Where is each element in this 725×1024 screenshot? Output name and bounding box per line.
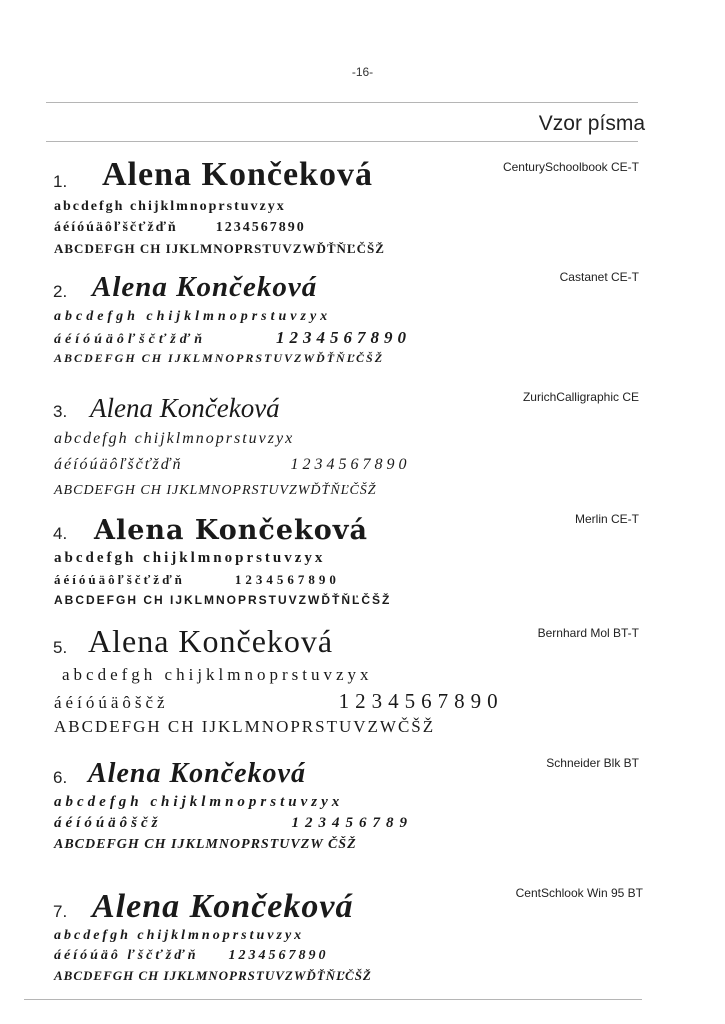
lowercase-line: abcdefgh chijklmnoprstuvzyx bbox=[54, 430, 295, 447]
sample-index: 7. bbox=[53, 902, 68, 921]
font-sample-5 bbox=[0, 622, 725, 740]
uppercase-line: ABCDEFGH CH IJKLMNOPRSTUVZWĎŤŇĽČŠŽ bbox=[54, 593, 392, 607]
digits: 1234567890 bbox=[234, 572, 340, 587]
font-name: CentSchlook Win 95 BT bbox=[515, 886, 643, 900]
accents: áéíóúäôľščťžďň bbox=[54, 456, 183, 473]
uppercase-line: ABCDEFGH CH IJKLMNOPRSTUVZWĎŤŇĽČŠŽ bbox=[54, 241, 385, 256]
sample-index: 2. bbox=[53, 282, 68, 301]
sample-title: Alena Končeková bbox=[102, 156, 373, 193]
accents-digits-line bbox=[54, 688, 725, 714]
sample-title: Alena Končeková bbox=[94, 515, 368, 546]
accents: áéíóúäôščž bbox=[54, 693, 169, 712]
uppercase-line: ABCDEFGH CH IJKLMNOPRSTUVZW ČŠŽ bbox=[54, 837, 357, 852]
sample-title: Alena Končeková bbox=[88, 623, 334, 659]
accents: áéíóúäôľščťžďň bbox=[54, 332, 206, 347]
lowercase-line: abcdefgh chijklmnoprstuvzyx bbox=[54, 199, 286, 214]
sample-index: 6. bbox=[53, 768, 68, 787]
font-sample-6 bbox=[0, 752, 725, 855]
accents: áéíóúäôščž bbox=[54, 815, 162, 831]
digits: 123456789 bbox=[291, 815, 413, 831]
sample-title: Alena Končeková bbox=[90, 393, 280, 423]
font-sample-7 bbox=[0, 876, 725, 986]
sample-index: 4. bbox=[53, 524, 68, 543]
font-name: Castanet CE-T bbox=[559, 270, 639, 284]
font-sample-4 bbox=[0, 508, 725, 611]
lowercase-line: abcdefgh chijklmnoprstuvzyx bbox=[54, 550, 326, 566]
font-name: Schneider Blk BT bbox=[546, 756, 639, 770]
digits: 1234567890 bbox=[276, 328, 411, 347]
accents: áéíóúäôľščťžďň bbox=[54, 220, 178, 235]
font-name: Bernhard Mol BT-T bbox=[537, 626, 639, 640]
lowercase-line: abcdefgh chijklmnoprstuvzyx bbox=[62, 665, 373, 684]
digits: 1234567890 bbox=[228, 948, 329, 963]
page-number: -16- bbox=[351, 65, 374, 79]
top-divider bbox=[46, 102, 638, 103]
digits: 1234567890 bbox=[338, 689, 504, 713]
accents-digits-line bbox=[54, 569, 725, 590]
sample-index: 5. bbox=[53, 638, 68, 657]
uppercase-line: ABCDEFGH CH IJKLMNOPRSTUVZWĎŤŇĽČŠŽ bbox=[54, 351, 385, 365]
sample-title: Alena Končeková bbox=[92, 888, 354, 925]
accents-digits-line bbox=[54, 946, 725, 966]
digits: 1234567890 bbox=[290, 456, 411, 473]
font-name: Merlin CE-T bbox=[574, 512, 639, 526]
bottom-divider bbox=[24, 999, 642, 1000]
digits: 1234567890 bbox=[215, 220, 306, 235]
font-name: CenturySchoolbook CE-T bbox=[502, 160, 639, 174]
accents-digits-line bbox=[54, 217, 725, 238]
accents: áéíóúäô ľščťžďň bbox=[54, 948, 199, 963]
font-name: ZurichCalligraphic CE bbox=[522, 390, 639, 404]
uppercase-line: ABCDEFGH CH IJKLMNOPRSTUVZWĎŤŇĽČŠŽ bbox=[54, 483, 377, 498]
font-sample-3 bbox=[0, 386, 725, 504]
sample-index: 1. bbox=[53, 172, 68, 191]
sample-title: Alena Končeková bbox=[92, 271, 318, 303]
sample-title: Alena Končeková bbox=[88, 758, 306, 789]
uppercase-line: ABCDEFGH CH IJKLMNOPRSTUVZWĎŤŇĽČŠŽ bbox=[54, 968, 372, 983]
accents-digits-line bbox=[54, 327, 725, 348]
sample-index: 3. bbox=[53, 402, 68, 421]
font-sample-2 bbox=[0, 266, 725, 369]
lowercase-line: abcdefgh chijklmnoprstuvzyx bbox=[54, 794, 344, 810]
page-heading: Vzor písma bbox=[538, 112, 645, 135]
accents: áéíóúäôľščťžďň bbox=[54, 572, 185, 587]
lowercase-line: abcdefgh chijklmnoprstuvzyx bbox=[54, 309, 332, 324]
accents-digits-line bbox=[54, 813, 725, 834]
uppercase-line: ABCDEFGH CH IJKLMNOPRSTUVZWČŠŽ bbox=[54, 717, 436, 736]
heading-divider bbox=[46, 141, 638, 142]
accents-digits-line bbox=[54, 452, 725, 478]
lowercase-line: abcdefgh chijklmnoprstuvzyx bbox=[54, 928, 305, 943]
font-sample-1 bbox=[0, 156, 725, 259]
